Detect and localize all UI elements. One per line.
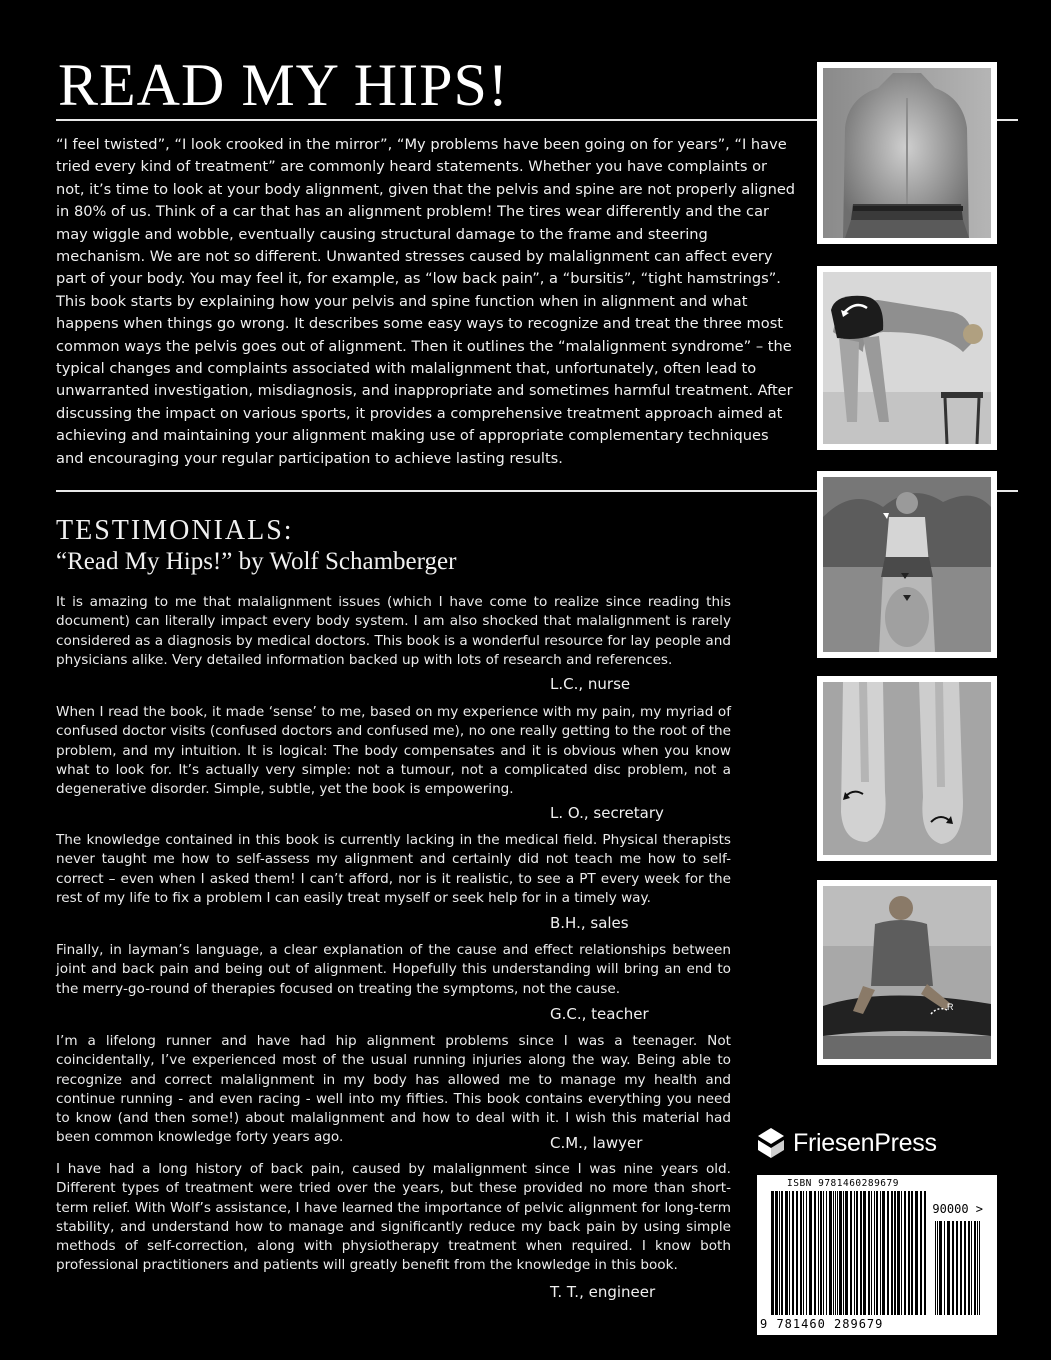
price-barcode-bars [935,1221,981,1315]
barcode-bar [775,1191,778,1315]
isbn-barcode [757,1175,997,1335]
testimonials-subheading: “Read My Hips!” by Wolf Schamberger [56,548,457,575]
testimonial-author: L.C., nurse [550,675,631,693]
photo-back-view [817,62,997,244]
barcode-bar [924,1191,926,1315]
isbn-digits: 9 781460 289679 [760,1317,884,1331]
barcode-bar [781,1191,783,1315]
photo-label: R [947,1002,954,1012]
barcode-bar [806,1191,807,1315]
testimonial-author: B.H., sales [550,914,629,932]
barcode-bar [897,1191,900,1315]
barcode-bar [789,1191,790,1315]
barcode-bar [937,1221,938,1315]
testimonial-text: It is amazing to me that malalignment issues (which I have come to realize since reading this document) can literally impact every body system. I am also shocked that malalignment is rarely considered as a diagnosis by medical doctors. This book is a wonderful resource for lay people and physicians alike. Very detailed information backed up with lots of research and references. [56,594,731,668]
barcode-bar [977,1221,978,1315]
testimonial-text: I have had a long history of back pain, caused by malalignment since I was nine years old. Different types of treatment were tried over the years, but these provided no more than short-term relief. With Wolf’s assistance, I have learned the importance of pelvic alignment for long-term stability, and understand how to manage and significantly reduce my back pain by using simple methods of self-correction, along with physiotherapy treatment when required. I know both professional practitioners and patients will greatly benefit from the knowledge in this book. [56,1161,731,1274]
barcode-bar [792,1191,794,1315]
barcode-bar [939,1221,942,1315]
barcode-bar [882,1191,885,1315]
barcode-bar [800,1191,802,1315]
publisher-logo [757,1127,937,1159]
barcode-bar [785,1191,788,1315]
barcode-bar [826,1191,827,1315]
barcode-bar [964,1221,966,1315]
barcode-bar [920,1191,922,1315]
barcode-bar [894,1191,896,1315]
testimonial-text: When I read the book, it made ‘sense’ to me, based on my experience with my pain, my myriad of confused doctor visits (confused doctors and confused me), no one really getting to the root of the problem, and my intuition. It is logical: The body compensates and it is obvious when you know what to look for. It’s actually very simple: not a tumour, not a complicated disc problem, not a degenerative disorder. Simple, subtle, yet the book is empowering. [56,704,731,798]
barcode-bar [876,1191,878,1315]
barcode-bar [835,1191,836,1315]
barcode-bar [829,1191,832,1315]
barcode-bar [968,1221,970,1315]
isbn-label: ISBN 9781460289679 [787,1178,899,1189]
friesenpress-logo-icon [757,1127,785,1159]
barcode-bar [911,1191,913,1315]
barcode-bar [856,1191,858,1315]
barcode-bar [796,1191,798,1315]
book-description: “I feel twisted”, “I look crooked in the mirror”, “My problems have been going on for years”, “I have tried every kind of treatment” are commonly heard statements. Whether you have complaints or not, it’s time to look at your body alignment, given that the pelvis and spine are not properly aligned in 80% of us. Think of a car that has an alignment problem! The tires wear differently and the car may wiggle and wobble, eventually causing structural damage to the frame and steering mechanism. We are not so different. Unwanted stresses caused by malalignment can affect every part of your body. You may feel it, for example, as “low back pain”, a “bursitis”, “tight hamstrings”. This book starts by explaining how your pelvis and spine function when in alignment and what happens when things go wrong. It describes some easy ways to recognize and treat the three most common ways the pelvis goes out of alignment. Then it outlines the “malalignment syndrome” – the typical changes and complaints associated with malalignment that, unfortunately, often lead to unwarranted investigation, misdiagnosis, and inappropriate and sometimes harmful treatment. After discussing the impact on various sports, it provides a comprehensive treatment approach aimed at achieving and maintaining your alignment making use of appropriate complementary techniques and encouraging your regular participation to achieve lasting results. [56,136,796,467]
testimonial-author: L. O., secretary [550,804,664,822]
barcode-bar [803,1191,804,1315]
barcode-bar [771,1191,774,1315]
barcode-bar [908,1191,910,1315]
barcode-bar [960,1221,962,1315]
barcode-bar [952,1221,954,1315]
testimonial-author: T. T., engineer [550,1283,656,1301]
barcode-bar [944,1221,945,1315]
barcode-bar [971,1221,972,1315]
photo-rider [817,471,997,658]
barcode-bar [818,1191,819,1315]
barcode-bar [887,1191,889,1315]
barcode-bar [854,1191,855,1315]
testimonial-text: Finally, in layman’s language, a clear explanation of the cause and effect relationships between joint and back pain and being out of alignment. Hopefully this understanding will bring an end to the merry-go-round of therapies focused on treating the symptoms, not the cause. [56,942,731,997]
barcode-bar [860,1191,862,1315]
photo-forward-bend [817,266,997,450]
barcode-bar [843,1191,844,1315]
barcode-bar [871,1191,872,1315]
barcode-bar [779,1191,780,1315]
price-code: 90000 > [932,1202,983,1216]
testimonials-heading: TESTIMONIALS: [56,515,294,546]
book-title: READ MY HIPS! [58,52,509,118]
testimonials-heading-block [56,515,456,577]
barcode-bar [809,1191,812,1315]
barcode-bar [820,1191,822,1315]
barcode-bar [901,1191,902,1315]
photo-treatment [817,880,997,1065]
barcode-bar [974,1221,976,1315]
barcode-bar [823,1191,824,1315]
barcode-bar [956,1221,958,1315]
barcode-bar [947,1221,950,1315]
photo-heels [817,676,997,861]
barcode-bar [880,1191,881,1315]
testimonial-text: The knowledge contained in this book is currently lacking in the medical field. Physical therapists never taught me how to self-assess my alignment and certainly did not teach me how to self-correct – even when I asked them! I can’t afford, nor is it realistic, to see a PT every week for the rest of my life to fix a problem I can easily treat myself or seek help for in a timely way. [56,832,731,906]
testimonial-author: G.C., teacher [550,1005,649,1023]
barcode-bar [837,1191,838,1315]
barcode-bar [874,1191,875,1315]
testimonial-text: I’m a lifelong runner and have had hip alignment problems since I was a teenager. Not coincidentally, I’ve experienced most of the usual running injuries along the way. Being able to recognize and correct malalignment in my body has allowed me to manage my health and continue running - and even racing - well into my fifties. This book contains everything you need to know (and then some!) about malalignment and how to deal with it. I wish this material had been common knowledge forty years ago. [56,1033,731,1146]
barcode-bar [979,1221,980,1315]
barcode-bar [935,1221,936,1315]
publisher-name: FriesenPress [793,1128,937,1157]
barcode-bar [891,1191,893,1315]
barcode-bar [904,1191,906,1315]
barcode-bar [845,1191,848,1315]
barcode-bar [833,1191,834,1315]
barcode-bars [771,1191,927,1315]
barcode-bar [915,1191,918,1315]
barcode-bar [863,1191,866,1315]
barcode-bar [814,1191,816,1315]
barcode-bar [850,1191,852,1315]
testimonial-author: C.M., lawyer [550,1134,643,1152]
barcode-bar [868,1191,870,1315]
barcode-bar [839,1191,842,1315]
